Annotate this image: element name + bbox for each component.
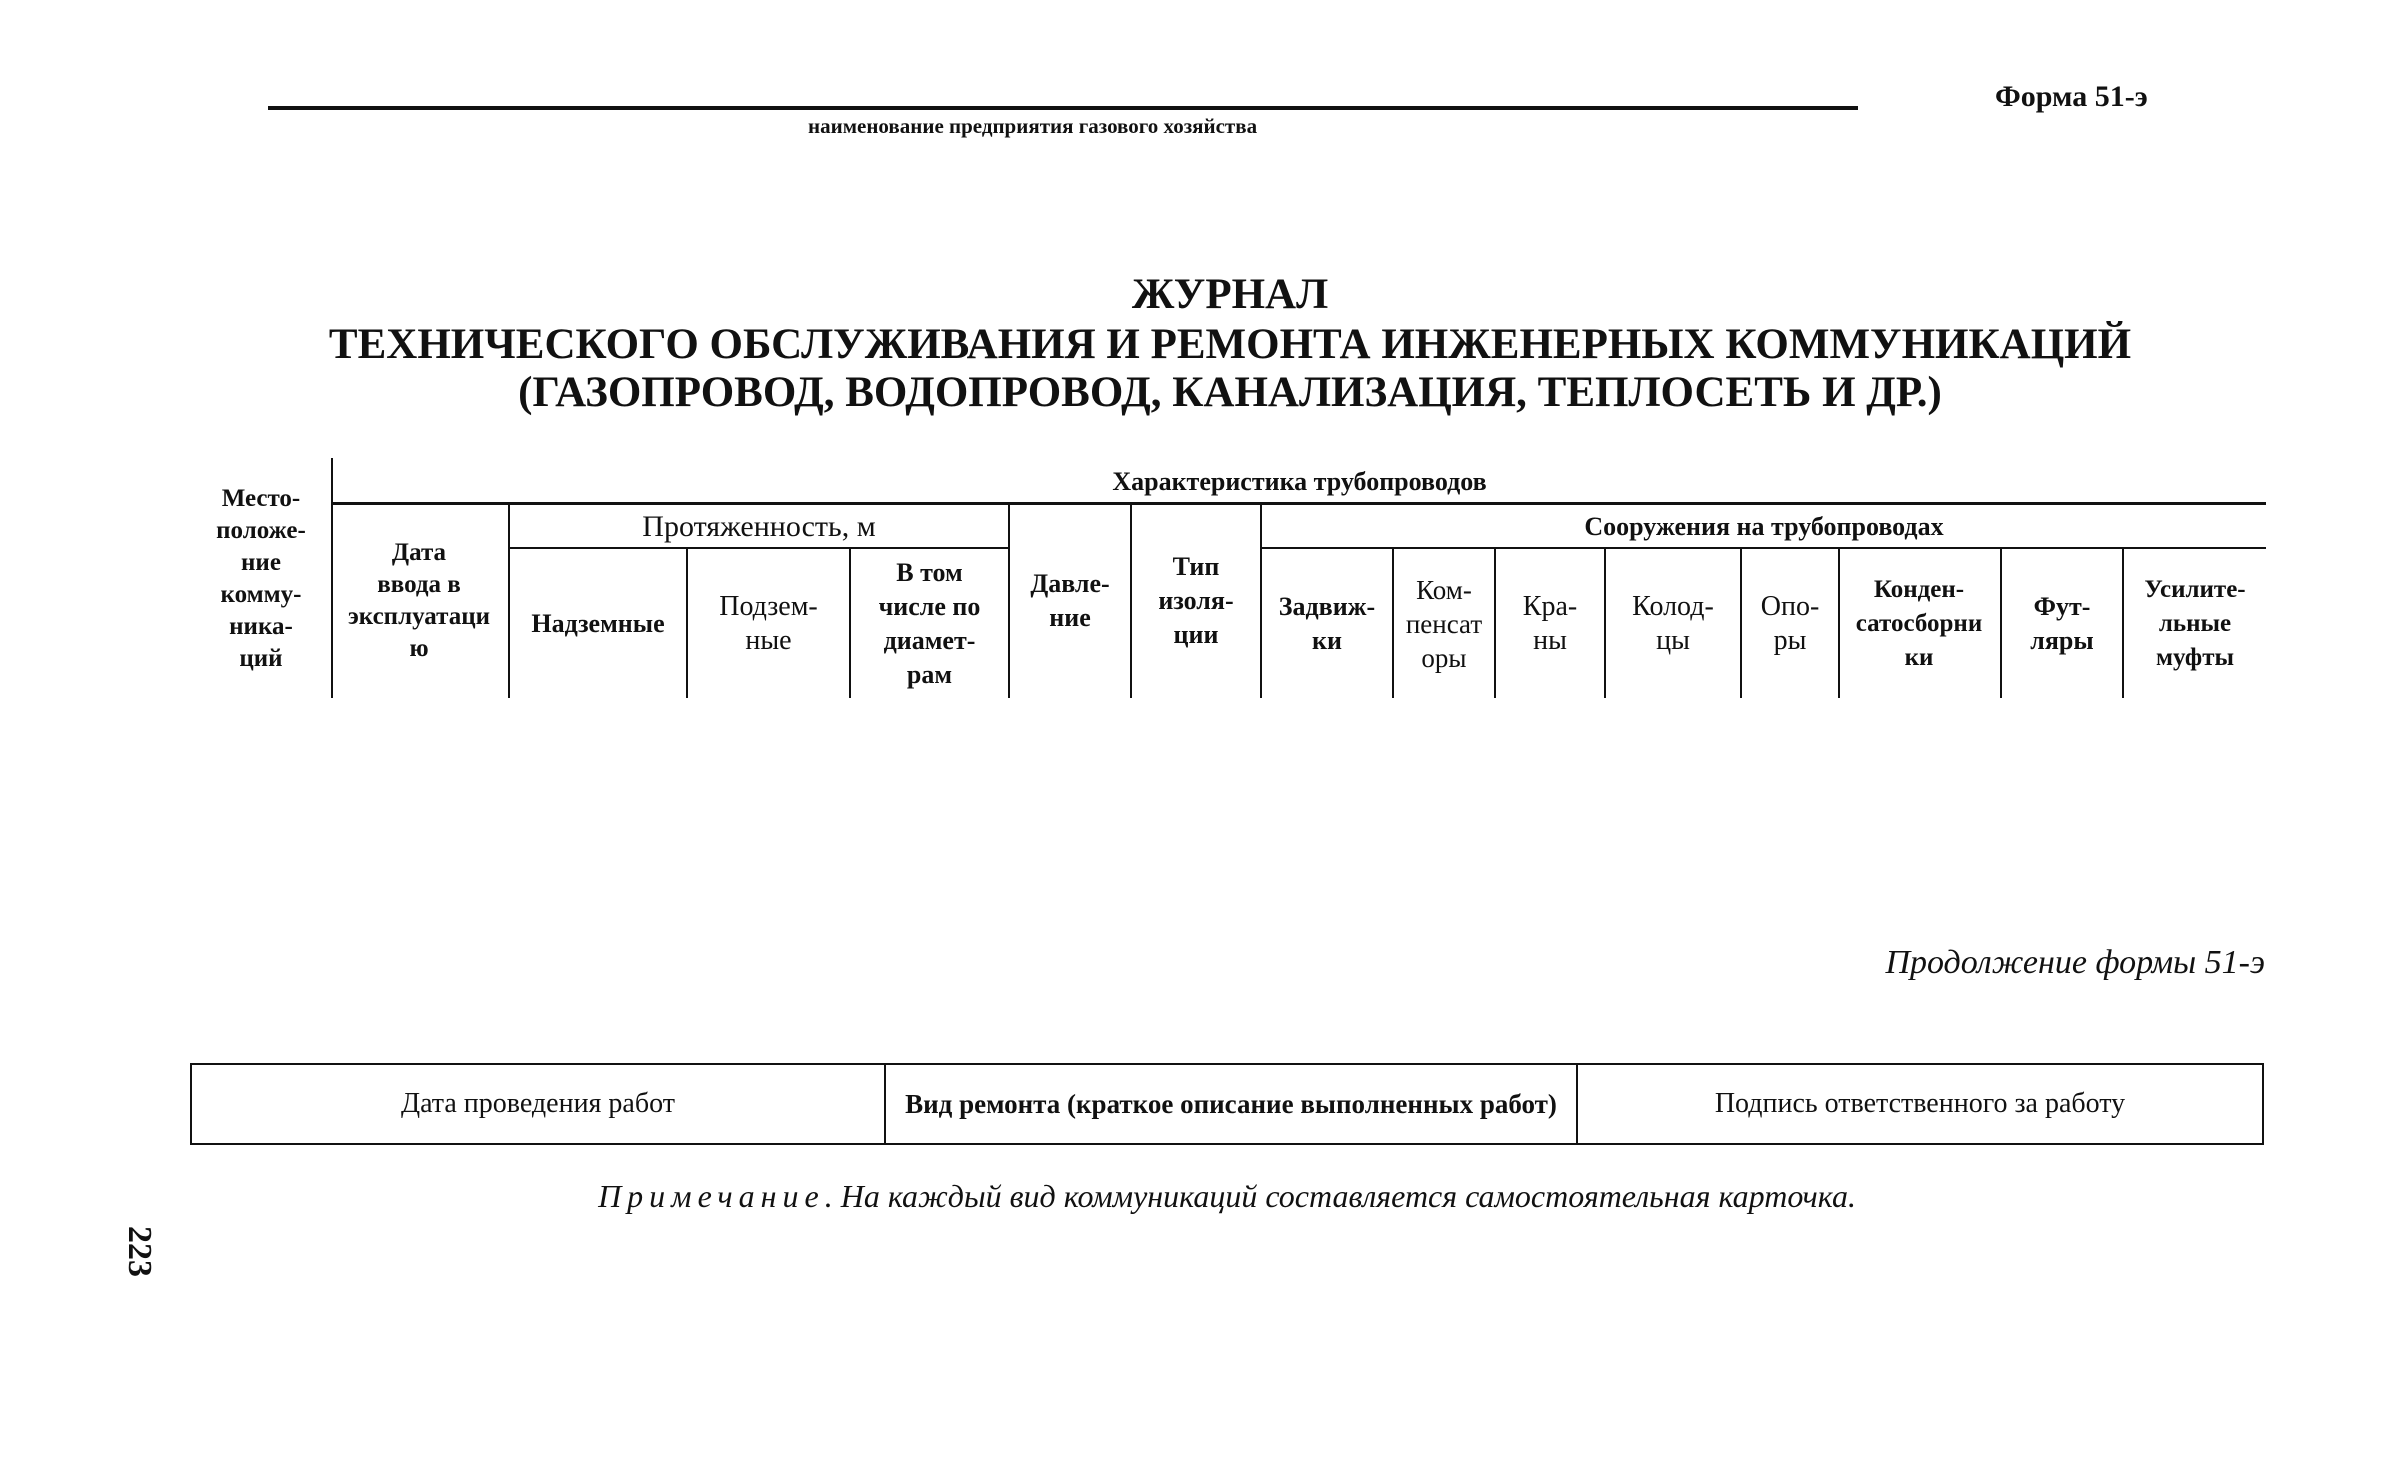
header-supports: Опо- ры xyxy=(1760,590,1820,656)
org-name-rule xyxy=(268,106,1858,110)
header-location: Место- положе- ние комму- ника- ций xyxy=(216,485,306,672)
table-rule xyxy=(333,502,2266,505)
header-condensate-collectors: Конден- сатосборни ки xyxy=(1855,575,1983,671)
header-reinforcing-sleeves: Усилите- льные муфты xyxy=(2144,575,2246,671)
column-work-date: Дата проведения работ xyxy=(401,1088,675,1119)
org-name-caption: наименование предприятия газового хозяйства xyxy=(808,114,1258,138)
header-insulation-type: Тип изоля- ции xyxy=(1158,552,1234,649)
journal-subtitle: ТЕХНИЧЕСКОГО ОБСЛУЖИВАНИЯ И РЕМОНТА ИНЖЕНЕРНЫХ КОММУНИКАЦИЙ xyxy=(328,321,2132,368)
table-rule xyxy=(510,547,1010,549)
column-signature: Подпись ответственного за работу xyxy=(1576,1065,2262,1143)
header-casings: Фут- ляры xyxy=(2030,591,2094,655)
header-wells: Колод- цы xyxy=(1632,590,1714,656)
header-structures: Сооружения на трубопроводах xyxy=(1584,511,1944,541)
header-pressure: Давле- ние xyxy=(1030,569,1110,632)
header-valves: Задвиж- ки xyxy=(1278,591,1376,655)
header-taps: Кра- ны xyxy=(1522,590,1578,656)
header-above-ground: Надземные xyxy=(531,608,665,638)
journal-title: ЖУРНАЛ xyxy=(1131,271,1329,318)
header-by-diameter: В том числе по диамет- рам xyxy=(878,557,981,689)
form-number: Форма 51-э xyxy=(1995,80,2148,113)
header-commissioning-date: Дата ввода в эксплуатаци ю xyxy=(347,539,491,662)
header-pipeline-characteristics: Характеристика трубопроводов xyxy=(1112,467,1487,496)
page-number: 223 xyxy=(121,1226,158,1277)
note xyxy=(190,1178,2264,1215)
repair-log-table xyxy=(190,1063,2264,1145)
continuation-heading: Продолжение формы 51-э xyxy=(1885,944,2265,981)
column-repair-type: Вид ремонта (краткое описание выполненных работ) xyxy=(884,1065,1576,1143)
header-underground: Подзем- ные xyxy=(719,590,818,656)
header-length: Протяженность, м xyxy=(642,509,876,543)
journal-subtitle-parenthetical: (ГАЗОПРОВОД, ВОДОПРОВОД, КАНАЛИЗАЦИЯ, ТЕПЛОСЕТЬ И ДР.) xyxy=(518,369,1942,416)
note-text: . На каждый вид коммуникаций составляется самостоятельная карточка. xyxy=(824,1178,1856,1214)
header-compensators: Ком- пенсат оры xyxy=(1405,574,1483,673)
table-rule xyxy=(1262,547,2266,549)
note-label: Примечание xyxy=(598,1178,825,1214)
